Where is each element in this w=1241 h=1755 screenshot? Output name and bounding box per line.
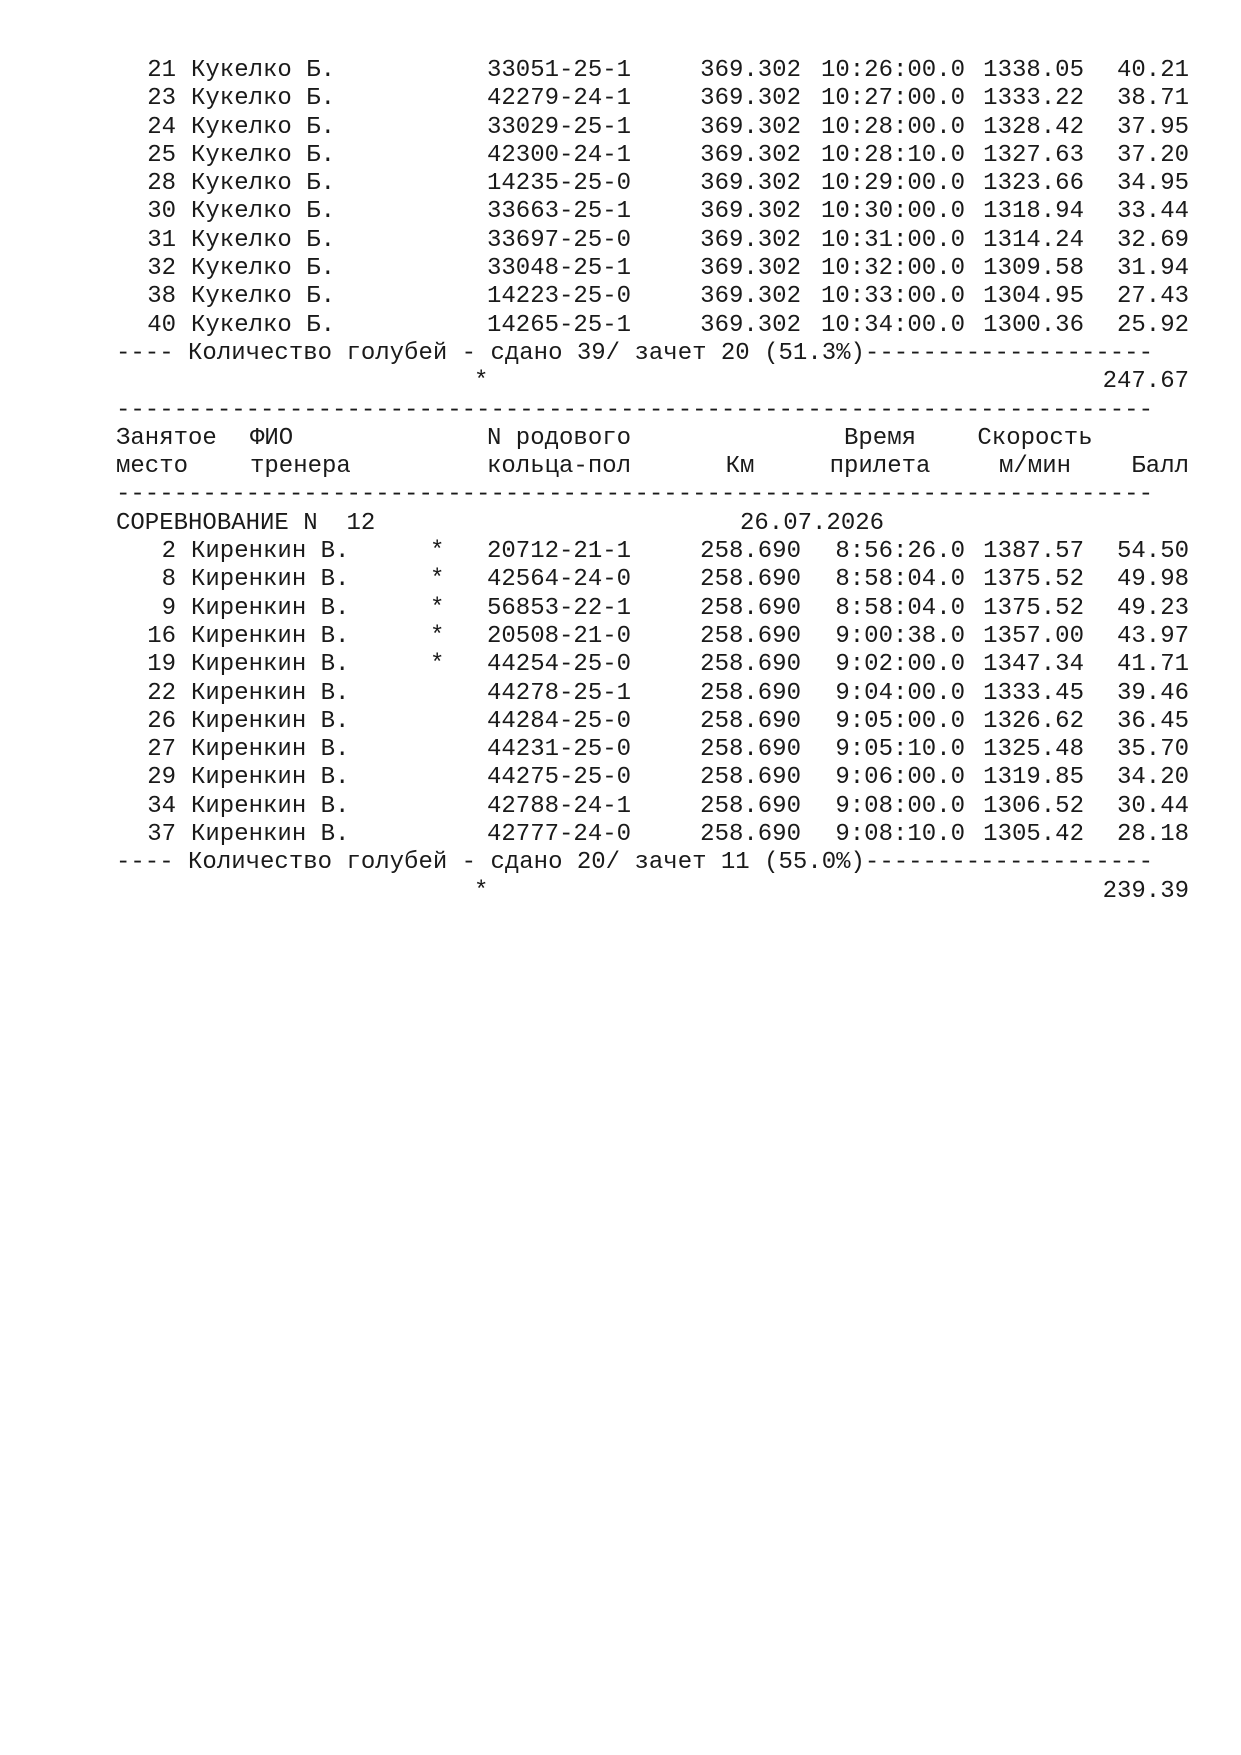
score-cell: 27.43: [1116, 283, 1189, 311]
competition-title: СОРЕВНОВАНИЕ N 12: [116, 509, 376, 537]
arrival-time-cell: 10:27:00.0: [820, 85, 965, 113]
trainer-name-cell: Киренкин В.: [191, 764, 350, 792]
speed-cell: 1318.94: [983, 198, 1084, 226]
speed-cell: 1333.45: [983, 679, 1084, 707]
arrival-time-cell: 10:32:00.0: [820, 255, 965, 283]
arrival-time-cell: 9:00:38.0: [835, 622, 965, 650]
header-row: [0, 453, 1241, 481]
score-cell: 41.71: [1116, 651, 1189, 679]
divider-line: [0, 481, 1241, 509]
header-km: Км: [725, 453, 755, 481]
ring-cell: 33029-25-1: [487, 113, 632, 141]
speed-cell: 1314.24: [983, 226, 1084, 254]
header-speed: м/мин: [998, 453, 1071, 481]
arrival-time-cell: 10:30:00.0: [820, 198, 965, 226]
place-cell: 23: [147, 85, 176, 113]
km-cell: 258.690: [700, 792, 801, 820]
trainer-name-cell: Киренкин В.: [191, 679, 350, 707]
speed-cell: 1327.63: [983, 141, 1084, 169]
result-row: [0, 227, 1241, 255]
total-row: [0, 368, 1241, 396]
arrival-time-cell: 8:56:26.0: [835, 538, 965, 566]
ring-cell: 44254-25-0: [487, 651, 632, 679]
speed-cell: 1357.00: [983, 622, 1084, 650]
speed-cell: 1304.95: [983, 283, 1084, 311]
place-cell: 40: [147, 311, 176, 339]
km-cell: 369.302: [700, 85, 801, 113]
result-row: [0, 764, 1241, 792]
place-cell: 31: [147, 226, 176, 254]
place-cell: 26: [147, 707, 176, 735]
arrival-time-cell: 9:08:10.0: [835, 821, 965, 849]
trainer-name-cell: Киренкин В.: [191, 736, 350, 764]
header-row: [0, 425, 1241, 453]
arrival-time-cell: 9:06:00.0: [835, 764, 965, 792]
place-cell: 37: [147, 821, 176, 849]
total-star: *: [474, 368, 489, 396]
km-cell: 258.690: [700, 651, 801, 679]
total-score: 239.39: [1102, 877, 1189, 905]
score-cell: 37.95: [1116, 113, 1189, 141]
arrival-time-cell: 10:26:00.0: [820, 57, 965, 84]
km-cell: 258.690: [700, 707, 801, 735]
ring-cell: 14235-25-0: [487, 170, 632, 198]
trainer-name-cell: Кукелко Б.: [191, 113, 336, 141]
competition-title-row: [0, 510, 1241, 538]
place-cell: 38: [147, 283, 176, 311]
score-cell: 38.71: [1116, 85, 1189, 113]
km-cell: 258.690: [700, 594, 801, 622]
total-score: 247.67: [1102, 368, 1189, 396]
result-row: [0, 85, 1241, 113]
ring-cell: 20508-21-0: [487, 622, 632, 650]
arrival-time-cell: 10:29:00.0: [820, 170, 965, 198]
arrival-time-cell: 10:34:00.0: [820, 311, 965, 339]
header-name: тренера: [250, 453, 351, 481]
result-row: [0, 198, 1241, 226]
arrival-time-cell: 10:28:10.0: [820, 141, 965, 169]
arrival-time-cell: 8:58:04.0: [835, 594, 965, 622]
km-cell: 369.302: [700, 198, 801, 226]
speed-cell: 1338.05: [983, 57, 1084, 84]
place-cell: 16: [147, 622, 176, 650]
result-row: [0, 114, 1241, 142]
header-time: Время: [843, 424, 916, 452]
score-cell: 43.97: [1116, 622, 1189, 650]
trainer-name-cell: Киренкин В.: [191, 566, 350, 594]
ring-cell: 33048-25-1: [487, 255, 632, 283]
trainer-name-cell: Кукелко Б.: [191, 311, 336, 339]
ring-cell: 42788-24-1: [487, 792, 632, 820]
arrival-time-cell: 9:05:00.0: [835, 707, 965, 735]
arrival-time-cell: 8:58:04.0: [835, 566, 965, 594]
ring-cell: 44278-25-1: [487, 679, 632, 707]
score-cell: 25.92: [1116, 311, 1189, 339]
speed-cell: 1375.52: [983, 566, 1084, 594]
score-cell: 35.70: [1116, 736, 1189, 764]
summary-line-text: ---- Количество голубей - сдано 39/ зачет 20 (51.3%)--------------------: [116, 339, 1153, 367]
header-speed: Скорость: [977, 424, 1093, 452]
speed-cell: 1305.42: [983, 821, 1084, 849]
result-row: [0, 57, 1241, 85]
speed-cell: 1309.58: [983, 255, 1084, 283]
header-ring: N родового: [487, 424, 632, 452]
arrival-time-cell: 9:05:10.0: [835, 736, 965, 764]
summary-line: [0, 340, 1241, 368]
trainer-name-cell: Кукелко Б.: [191, 226, 336, 254]
km-cell: 258.690: [700, 622, 801, 650]
result-row: [0, 595, 1241, 623]
score-cell: 34.95: [1116, 170, 1189, 198]
ring-cell: 42279-24-1: [487, 85, 632, 113]
result-row: [0, 566, 1241, 594]
place-cell: 9: [161, 594, 176, 622]
ring-cell: 33663-25-1: [487, 198, 632, 226]
place-cell: 27: [147, 736, 176, 764]
star-mark: *: [430, 651, 445, 679]
speed-cell: 1328.42: [983, 113, 1084, 141]
result-row: [0, 821, 1241, 849]
header-name: ФИО: [250, 424, 294, 452]
result-row: [0, 142, 1241, 170]
total-star: *: [474, 877, 489, 905]
km-cell: 369.302: [700, 255, 801, 283]
result-row: [0, 283, 1241, 311]
trainer-name-cell: Киренкин В.: [191, 821, 350, 849]
star-mark: *: [430, 538, 445, 566]
header-score: Балл: [1131, 453, 1189, 481]
score-cell: 33.44: [1116, 198, 1189, 226]
place-cell: 8: [161, 566, 176, 594]
place-cell: 30: [147, 198, 176, 226]
arrival-time-cell: 9:08:00.0: [835, 792, 965, 820]
km-cell: 258.690: [700, 764, 801, 792]
trainer-name-cell: Кукелко Б.: [191, 255, 336, 283]
km-cell: 369.302: [700, 141, 801, 169]
km-cell: 258.690: [700, 538, 801, 566]
km-cell: 258.690: [700, 821, 801, 849]
header-place: Занятое: [116, 424, 217, 452]
result-row: [0, 708, 1241, 736]
speed-cell: 1323.66: [983, 170, 1084, 198]
competition-date: 26.07.2026: [740, 509, 885, 537]
score-cell: 49.23: [1116, 594, 1189, 622]
result-row: [0, 680, 1241, 708]
ring-cell: 44284-25-0: [487, 707, 632, 735]
km-cell: 369.302: [700, 170, 801, 198]
score-cell: 34.20: [1116, 764, 1189, 792]
score-cell: 30.44: [1116, 792, 1189, 820]
km-cell: 369.302: [700, 226, 801, 254]
km-cell: 369.302: [700, 57, 801, 84]
place-cell: 25: [147, 141, 176, 169]
speed-cell: 1319.85: [983, 764, 1084, 792]
header-ring: кольца-пол: [487, 453, 632, 481]
trainer-name-cell: Кукелко Б.: [191, 283, 336, 311]
trainer-name-cell: Киренкин В.: [191, 792, 350, 820]
score-cell: 36.45: [1116, 707, 1189, 735]
ring-cell: 33051-25-1: [487, 57, 632, 84]
trainer-name-cell: Кукелко Б.: [191, 85, 336, 113]
score-cell: 28.18: [1116, 821, 1189, 849]
place-cell: 21: [147, 57, 176, 84]
result-row: [0, 255, 1241, 283]
ring-cell: 14223-25-0: [487, 283, 632, 311]
speed-cell: 1306.52: [983, 792, 1084, 820]
place-cell: 2: [161, 538, 176, 566]
speed-cell: 1326.62: [983, 707, 1084, 735]
ring-cell: 42777-24-0: [487, 821, 632, 849]
result-row: [0, 736, 1241, 764]
total-row: [0, 878, 1241, 906]
score-cell: 37.20: [1116, 141, 1189, 169]
score-cell: 31.94: [1116, 255, 1189, 283]
divider-line: [0, 397, 1241, 425]
trainer-name-cell: Киренкин В.: [191, 594, 350, 622]
ring-cell: 42300-24-1: [487, 141, 632, 169]
trainer-name-cell: Киренкин В.: [191, 707, 350, 735]
speed-cell: 1375.52: [983, 594, 1084, 622]
result-row: [0, 793, 1241, 821]
trainer-name-cell: Кукелко Б.: [191, 141, 336, 169]
score-cell: 39.46: [1116, 679, 1189, 707]
ring-cell: 56853-22-1: [487, 594, 632, 622]
trainer-name-cell: Киренкин В.: [191, 651, 350, 679]
result-row: [0, 651, 1241, 679]
ring-cell: 44275-25-0: [487, 764, 632, 792]
arrival-time-cell: 10:33:00.0: [820, 283, 965, 311]
star-mark: *: [430, 622, 445, 650]
place-cell: 22: [147, 679, 176, 707]
km-cell: 369.302: [700, 283, 801, 311]
arrival-time-cell: 9:04:00.0: [835, 679, 965, 707]
result-row: [0, 170, 1241, 198]
score-cell: 54.50: [1116, 538, 1189, 566]
star-mark: *: [430, 566, 445, 594]
trainer-name-cell: Кукелко Б.: [191, 198, 336, 226]
km-cell: 258.690: [700, 566, 801, 594]
score-cell: 49.98: [1116, 566, 1189, 594]
summary-line-text: ---- Количество голубей - сдано 20/ зачет 11 (55.0%)--------------------: [116, 849, 1153, 877]
place-cell: 32: [147, 255, 176, 283]
speed-cell: 1387.57: [983, 538, 1084, 566]
km-cell: 258.690: [700, 736, 801, 764]
header-place: место: [116, 453, 189, 481]
header-time: прилета: [829, 453, 931, 481]
summary-line: [0, 849, 1241, 877]
place-cell: 24: [147, 113, 176, 141]
ring-cell: 42564-24-0: [487, 566, 632, 594]
speed-cell: 1325.48: [983, 736, 1084, 764]
results-document: [0, 57, 1241, 906]
trainer-name-cell: Киренкин В.: [191, 538, 350, 566]
score-cell: 40.21: [1116, 57, 1189, 84]
star-mark: *: [430, 594, 445, 622]
trainer-name-cell: Киренкин В.: [191, 622, 350, 650]
ring-cell: 33697-25-0: [487, 226, 632, 254]
speed-cell: 1347.34: [983, 651, 1084, 679]
score-cell: 32.69: [1116, 226, 1189, 254]
result-row: [0, 538, 1241, 566]
trainer-name-cell: Кукелко Б.: [191, 57, 336, 84]
speed-cell: 1300.36: [983, 311, 1084, 339]
place-cell: 19: [147, 651, 176, 679]
place-cell: 29: [147, 764, 176, 792]
divider-line-text: ------------------------------------------------------------------------: [116, 396, 1153, 424]
place-cell: 28: [147, 170, 176, 198]
result-row: [0, 312, 1241, 340]
km-cell: 369.302: [700, 311, 801, 339]
place-cell: 34: [147, 792, 176, 820]
arrival-time-cell: 10:31:00.0: [820, 226, 965, 254]
arrival-time-cell: 9:02:00.0: [835, 651, 965, 679]
result-row: [0, 623, 1241, 651]
trainer-name-cell: Кукелко Б.: [191, 170, 336, 198]
divider-line-text: ------------------------------------------------------------------------: [116, 481, 1153, 509]
km-cell: 369.302: [700, 113, 801, 141]
ring-cell: 44231-25-0: [487, 736, 632, 764]
arrival-time-cell: 10:28:00.0: [820, 113, 965, 141]
speed-cell: 1333.22: [983, 85, 1084, 113]
ring-cell: 20712-21-1: [487, 538, 632, 566]
ring-cell: 14265-25-1: [487, 311, 632, 339]
km-cell: 258.690: [700, 679, 801, 707]
